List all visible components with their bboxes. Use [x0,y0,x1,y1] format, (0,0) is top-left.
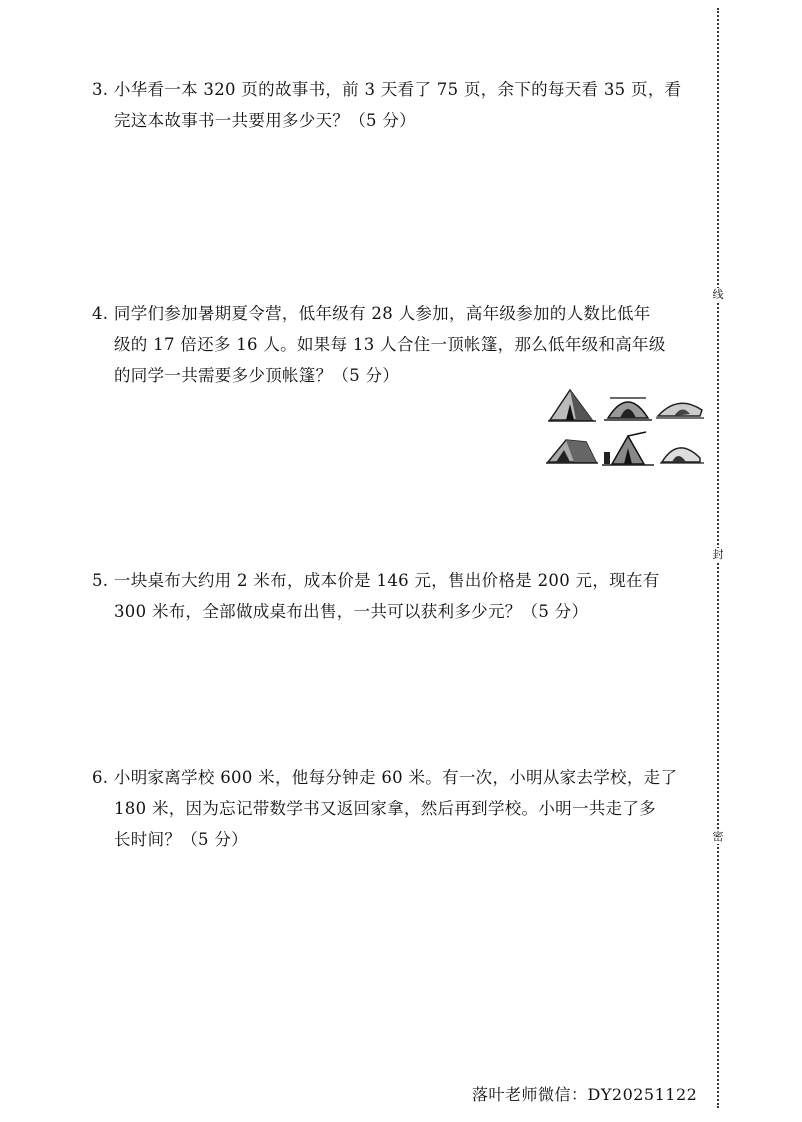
question-4-line-1: 4. 同学们参加暑期夏令营，低年级有 28 人参加，高年级参加的人数比低年 [92,304,651,323]
question-4-line-2: 级的 17 倍还多 16 人。如果每 13 人合住一顶帐篷，那么低年级和高年级 [114,335,666,354]
footer-contact: 落叶老师微信：DY20251122 [472,1085,698,1104]
question-3 [92,74,707,136]
question-6-line-2: 180 米，因为忘记带数学书又返回家拿，然后再到学校。小明一共走了多 [114,799,656,818]
question-4 [92,298,707,391]
binding-char-secret: 密 [709,830,727,844]
question-5 [92,565,707,627]
question-3-line-2: 完这本故事书一共要用多少天？（5 分） [114,111,416,130]
question-4-line-3: 的同学一共需要多少顶帐篷？（5 分） [114,366,400,385]
question-5-line-1: 5. 一块桌布大约用 2 米布，成本价是 146 元，售出价格是 200 元，现在有 [92,571,660,590]
question-3-line-1: 3. 小华看一本 320 页的故事书，前 3 天看了 75 页，余下的每天看 35 页，看 [92,80,682,99]
tent-icon [602,386,654,424]
tent-icon [656,432,708,470]
binding-char-line: 线 [709,288,727,302]
binding-char-seal: 封 [709,548,727,562]
tent-icon [602,430,654,468]
question-6 [92,762,707,855]
tent-icon [654,388,706,426]
tents-illustration [546,386,706,470]
tent-icon [546,386,598,424]
question-6-line-1: 6. 小明家离学校 600 米，他每分钟走 60 米。有一次，小明从家去学校，走了 [92,768,678,787]
tent-icon [546,432,598,470]
question-6-line-3: 长时间？（5 分） [114,830,248,849]
question-5-line-2: 300 米布，全部做成桌布出售，一共可以获利多少元？（5 分） [114,602,589,621]
